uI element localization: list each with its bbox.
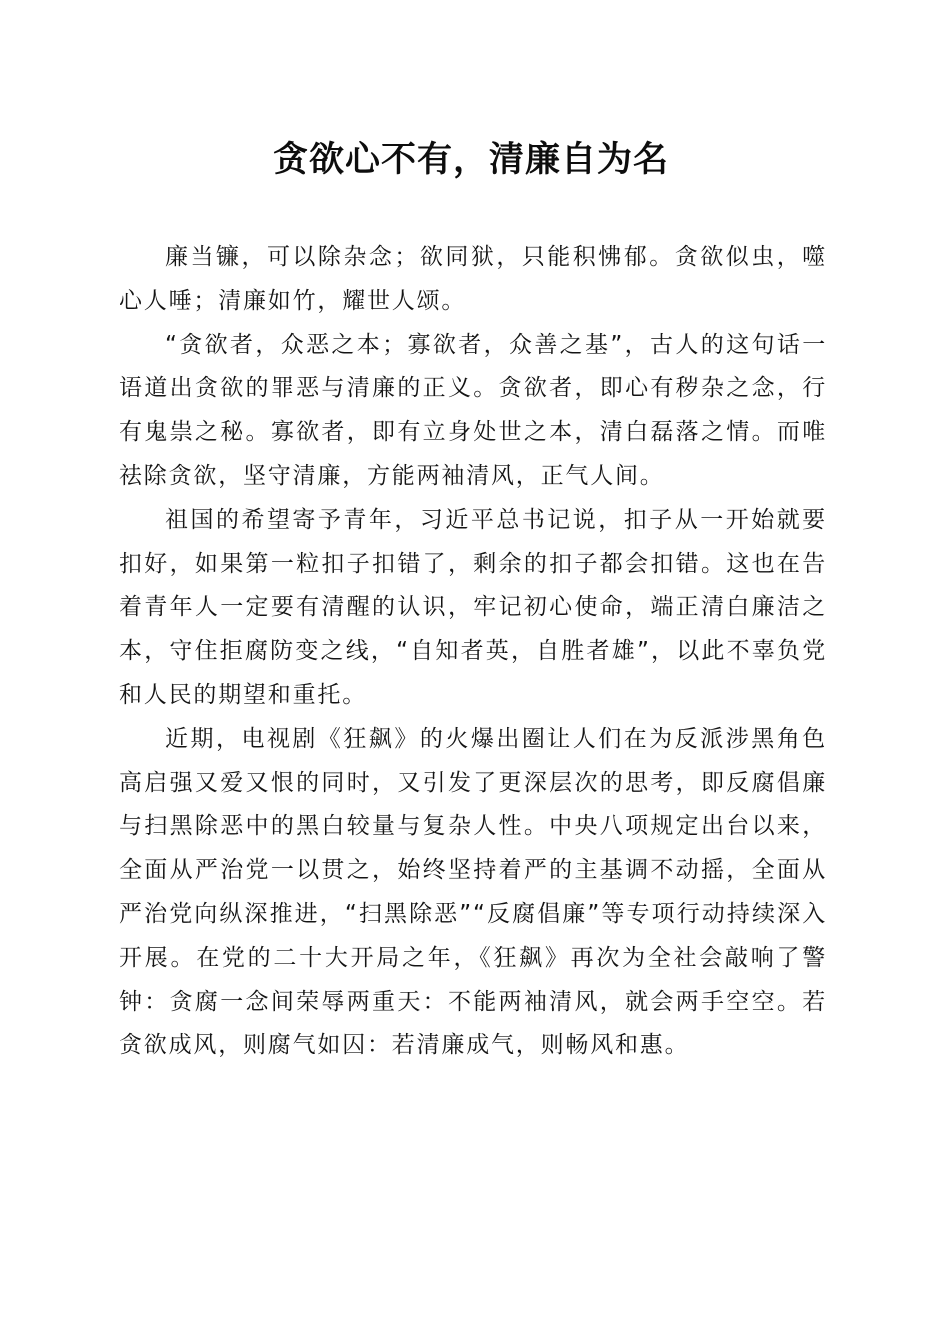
document-title: 贪欲心不有，清廉自为名 xyxy=(272,139,669,180)
paragraph-4: 近期，电视剧《狂飙》的火爆出圈让人们在为反派涉黑角色高启强又爱又恨的同时，又引发了更深层次的思考，即反腐倡廉与扫黑除恶中的黑白较量与复杂人性。中央八项规定出台以来，全面从严治党一以贯之，始终坚持着严的主基调不动摇，全面从严治党向纵深推进，“扫黑除恶”“反腐倡廉”等专项行动持续深入开展。在党的二十大开局之年，《狂飙》再次为全社会敲响了警钟：贪腐一念间荣辱两重天：不能两袖清风，就会两手空空。若贪欲成风，则腐气如囚：若清廉成气，则畅风和惠。 xyxy=(119,725,827,1059)
paragraph-3: 祖国的希望寄予青年，习近平总书记说，扣子从一开始就要扣好，如果第一粒扣子扣错了，剩余的扣子都会扣错。这也在告着青年人一定要有清醒的认识，牢记初心使命，端正清白廉洁之本，守住拒腐防变之线，“自知者英，自胜者雄”，以此不辜负党和人民的期望和重托。 xyxy=(119,506,827,708)
document-body xyxy=(119,236,827,1068)
paragraph-1: 廉当镰，可以除杂念；欲同狱，只能积怫郁。贪欲似虫，噬心人唾；清廉如竹，耀世人颂。 xyxy=(119,244,827,314)
paragraph-2: “贪欲者，众恶之本；寡欲者，众善之基”，古人的这句话一语道出贪欲的罪恶与清廉的正义。贪欲者，即心有秽杂之念，行有鬼祟之秘。寡欲者，即有立身处世之本，清白磊落之情。而唯祛除贪欲，坚守清廉，方能两袖清风，正气人间。 xyxy=(119,331,827,489)
